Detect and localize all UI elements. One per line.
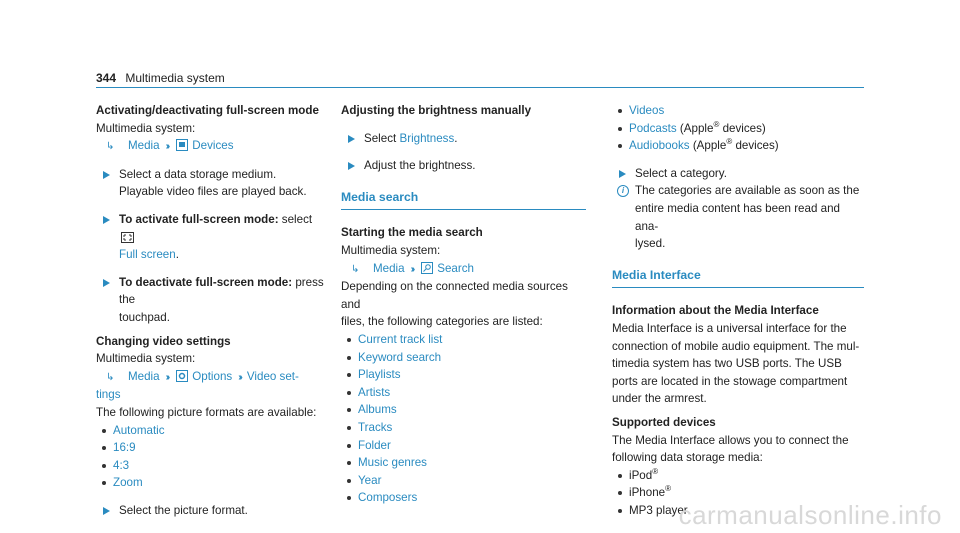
info-icon: i (617, 185, 629, 197)
category-note: (Apple (676, 121, 714, 135)
category-videos-link[interactable]: Videos (629, 104, 665, 117)
note-text: The categories are available as soon as the (635, 184, 860, 198)
category-podcasts-link[interactable]: Podcasts (629, 121, 677, 135)
path-arrow-icon: ↳ (106, 371, 115, 383)
path-video-settings-link-cont[interactable]: tings (96, 388, 121, 402)
category-folder[interactable]: Folder (341, 437, 586, 455)
step-text: Select the picture format. (119, 503, 248, 517)
supported-devices-text: The Media Interface allows you to connect the (612, 433, 849, 447)
step-text: Select a data storage medium. (119, 167, 277, 181)
path-media-link[interactable]: Media (373, 261, 405, 275)
step-text: Adjust the brightness. (364, 159, 476, 173)
category-videos (612, 102, 864, 120)
fullscreen-menu-path (96, 137, 326, 156)
category-note: (Apple (689, 139, 727, 153)
media-interface-heading: Information about the Media Interface (612, 304, 819, 318)
fullscreen-icon (121, 232, 134, 243)
chevron-right-icon: ›› (165, 141, 169, 153)
path-options-link[interactable]: Options (192, 369, 233, 383)
category-tracks[interactable]: Tracks (341, 419, 586, 437)
media-search-intro-cont: files, the following categories are listed: (341, 315, 543, 329)
category-audiobooks (612, 137, 864, 155)
path-search-link[interactable]: Search (437, 261, 474, 275)
registered-mark: ® (726, 137, 733, 147)
media-search-system-label: Multimedia system: (341, 243, 441, 257)
video-settings-heading: Changing video settings (96, 334, 231, 348)
step-bold-label: To activate full-screen mode: (119, 212, 279, 226)
category-playlists[interactable]: Playlists (341, 366, 586, 384)
chevron-right-icon: ›› (165, 371, 169, 383)
step-arrow-icon (103, 507, 110, 515)
punctuation: . (175, 248, 179, 262)
format-16-9[interactable]: 16:9 (96, 439, 326, 457)
category-music-genres[interactable]: Music genres (341, 454, 586, 472)
category-keyword-search[interactable]: Keyword search (341, 349, 586, 367)
page-title: Multimedia system (125, 71, 225, 85)
supported-devices-text: following data storage media: (612, 451, 763, 465)
chevron-right-icon: ›› (238, 371, 241, 383)
path-media-link[interactable]: Media (128, 369, 160, 383)
media-interface-text: Media Interface is a universal interface for the (612, 321, 847, 335)
category-note-end: devices) (719, 121, 766, 135)
info-note (612, 182, 864, 252)
step-deactivate-fullscreen (96, 274, 326, 327)
watermark: carmanualsonline.info (678, 500, 942, 531)
column-left (96, 102, 326, 519)
category-current-track-list[interactable]: Current track list (341, 331, 586, 349)
step-text: Select (364, 131, 397, 145)
column-right (612, 102, 864, 519)
device-name: MP3 player (629, 503, 688, 517)
step-text: select (281, 212, 313, 226)
step-text: touchpad. (119, 310, 170, 324)
media-interface-text: under the armrest. (612, 392, 707, 406)
step-arrow-icon (619, 170, 626, 178)
category-albums[interactable]: Albums (341, 401, 586, 419)
media-interface-section-title: Media Interface (612, 267, 864, 289)
brightness-link[interactable]: Brightness (399, 131, 455, 145)
category-artists[interactable]: Artists (341, 384, 586, 402)
path-video-settings-link[interactable]: Video set- (246, 369, 299, 383)
step-activate-fullscreen (96, 211, 326, 264)
page-header (96, 70, 225, 88)
step-text: press the (119, 275, 324, 307)
path-media-link[interactable]: Media (128, 139, 160, 153)
chevron-right-icon: ›› (410, 263, 414, 275)
path-devices-link[interactable]: Devices (192, 139, 234, 153)
step-text: Select a category. (635, 166, 727, 180)
column-middle (341, 102, 586, 507)
note-text: entire media content has been read and ana- (635, 201, 840, 233)
video-settings-system-label: Multimedia system: (96, 352, 196, 366)
step-arrow-icon (103, 171, 110, 179)
category-podcasts (612, 120, 864, 138)
device-name: iPod (629, 468, 653, 482)
path-arrow-icon: ↳ (351, 263, 360, 275)
registered-mark: ® (713, 119, 720, 129)
step-arrow-icon (103, 216, 110, 224)
media-search-section-title: Media search (341, 189, 586, 211)
path-arrow-icon: ↳ (106, 141, 115, 153)
fullscreen-system-label: Multimedia system: (96, 121, 196, 135)
step-arrow-icon (348, 162, 355, 170)
gear-icon (176, 370, 188, 382)
format-zoom[interactable]: Zoom (96, 474, 326, 492)
formats-intro: The following picture formats are available: (96, 405, 317, 419)
brightness-heading: Adjusting the brightness manually (341, 104, 532, 117)
registered-mark: ® (665, 484, 672, 494)
category-audiobooks-link[interactable]: Audiobooks (629, 139, 690, 153)
step-adjust-brightness (341, 157, 586, 175)
device-name: iPhone (629, 486, 666, 500)
step-select-medium (96, 166, 326, 201)
device-iphone (612, 484, 864, 502)
step-bold-label: To deactivate full-screen mode: (119, 275, 293, 289)
step-select-category (612, 165, 864, 183)
step-arrow-icon (348, 135, 355, 143)
fullscreen-link[interactable]: Full screen (119, 248, 176, 262)
punctuation: . (454, 131, 458, 145)
fullscreen-heading: Activating/deactivating full-screen mode (96, 104, 319, 117)
media-interface-text: ports are located in the stowage compartment (612, 374, 848, 388)
format-4-3[interactable]: 4:3 (96, 457, 326, 475)
supported-devices-heading: Supported devices (612, 415, 716, 429)
devices-icon (176, 139, 188, 151)
step-select-brightness (341, 130, 586, 148)
media-interface-text: timedia system has two USB ports. The USB (612, 357, 842, 371)
note-text: lysed. (635, 237, 666, 251)
video-settings-menu-path (96, 368, 326, 387)
step-result-text: Playable video files are played back. (119, 185, 307, 199)
media-search-intro: Depending on the connected media sources and (341, 280, 568, 311)
category-composers[interactable]: Composers (341, 489, 586, 507)
search-icon (421, 262, 433, 274)
page-number: 344 (96, 71, 117, 85)
step-arrow-icon (103, 279, 110, 287)
media-search-menu-path (341, 260, 586, 279)
device-ipod (612, 467, 864, 485)
step-select-format (96, 502, 326, 520)
format-automatic[interactable]: Automatic (96, 422, 326, 440)
category-year[interactable]: Year (341, 472, 586, 490)
header-divider (96, 87, 864, 88)
media-interface-text: connection of mobile audio equipment. The mul- (612, 339, 860, 353)
category-note-end: devices) (732, 139, 779, 153)
registered-mark: ® (652, 466, 659, 476)
media-search-heading: Starting the media search (341, 226, 483, 240)
